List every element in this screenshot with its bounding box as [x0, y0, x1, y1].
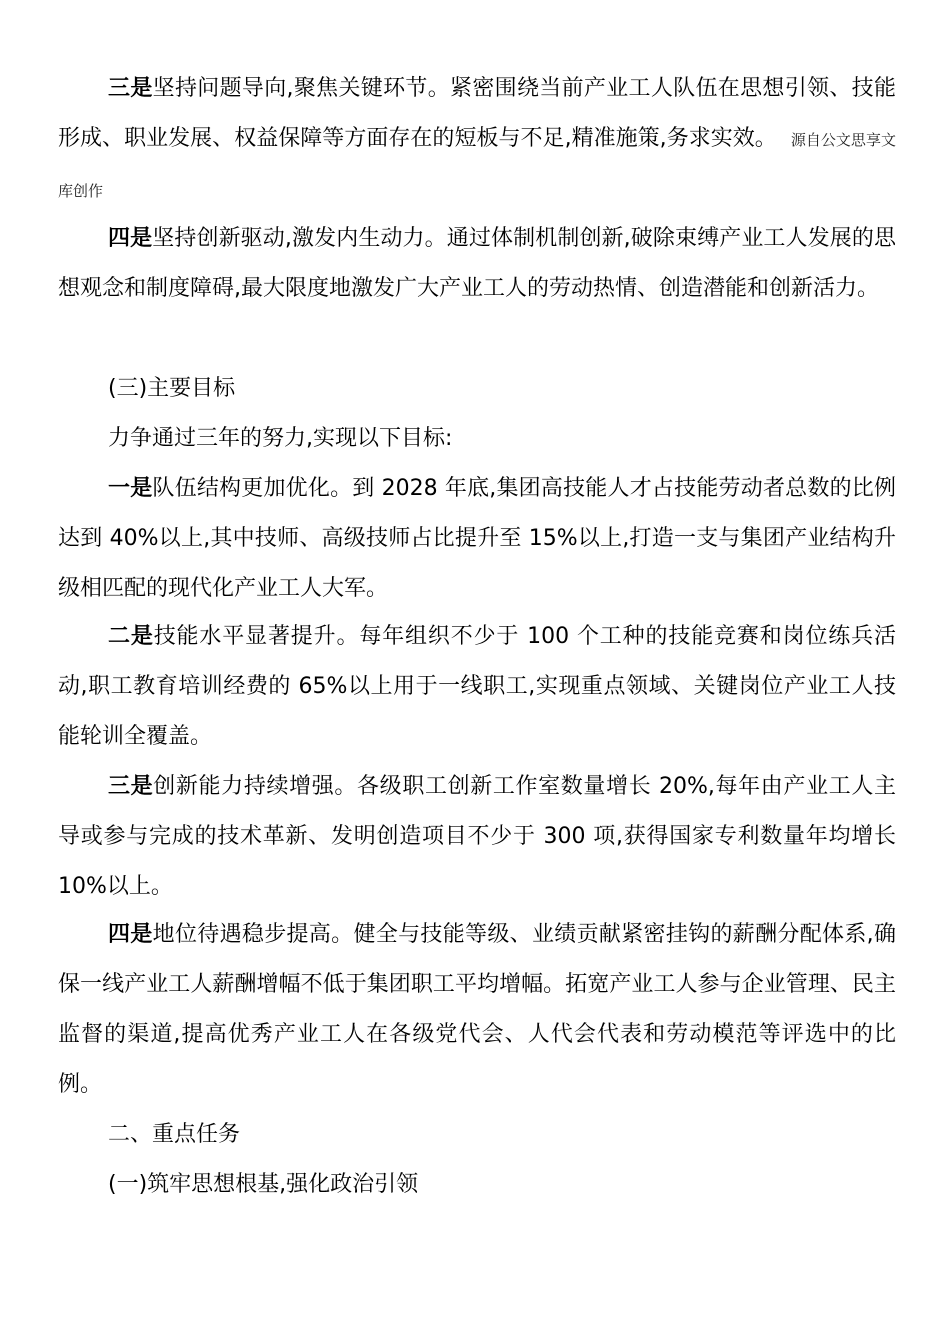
section-heading-key-tasks: 二、重点任务 [108, 1122, 241, 1147]
paragraph-goal-intro: 力争通过三年的努力,实现以下目标: [108, 426, 453, 451]
paragraph-text: 技能水平显著提升。每年组织不少于 100 个工种的技能竞赛和岗位练兵活动,职工教育培训经费的 65%以上用于一线职工,实现重点领域、关键岗位产业工人技能轮训全覆盖。 [58, 624, 896, 749]
paragraph-goal-2 [58, 612, 896, 762]
paragraph-text: 坚持创新驱动,激发内生动力。通过体制机制创新,破除束缚产业工人发展的思想观念和制度障碍,最大限度地激发广大产业工人的劳动热情、创造潜能和创新活力。 [58, 226, 896, 301]
paragraph-text: 地位待遇稳步提高。健全与技能等级、业绩贡献紧密挂钩的薪酬分配体系,确保一线产业工人薪酬增幅不低于集团职工平均增幅。拓宽产业工人参与企业管理、民主监督的渠道,提高优秀产业工人在各级党代会、人代会代表和劳动模范等评选中的比例。 [58, 922, 896, 1097]
paragraph-goal-1 [58, 464, 896, 614]
paragraph-principle-3 [58, 64, 896, 216]
paragraph-lead: 三是 [108, 76, 153, 101]
paragraph-text: 创新能力持续增强。各级职工创新工作室数量增长 20%,每年由产业工人主导或参与完成的技术革新、发明创造项目不少于 300 项,获得国家专利数量年均增长 10%以上。 [58, 774, 896, 899]
paragraph-lead: 四是 [108, 922, 153, 947]
paragraph-lead: 三是 [108, 774, 154, 799]
paragraph-lead: 二是 [108, 624, 154, 649]
paragraph-lead: 四是 [108, 226, 153, 251]
paragraph-text: 坚持问题导向,聚焦关键环节。紧密围绕当前产业工人队伍在思想引领、技能形成、职业发展、权益保障等方面存在的短板与不足,精准施策,务求实效。 [58, 76, 896, 151]
subsection-heading-political-guidance: (一)筑牢思想根基,强化政治引领 [108, 1172, 419, 1197]
paragraph-lead: 一是 [108, 476, 153, 501]
paragraph-principle-4 [58, 214, 896, 314]
watermark-text: 源自公文思享文库创作 [58, 131, 896, 200]
paragraph-text: 队伍结构更加优化。到 2028 年底,集团高技能人才占技能劳动者总数的比例达到 40%以上,其中技师、高级技师占比提升至 15%以上,打造一支与集团产业结构升级相匹配的现代化产业工人大军。 [58, 476, 896, 601]
paragraph-goal-3 [58, 762, 896, 912]
section-heading-main-goals: (三)主要目标 [108, 376, 236, 401]
paragraph-goal-4 [58, 910, 896, 1110]
